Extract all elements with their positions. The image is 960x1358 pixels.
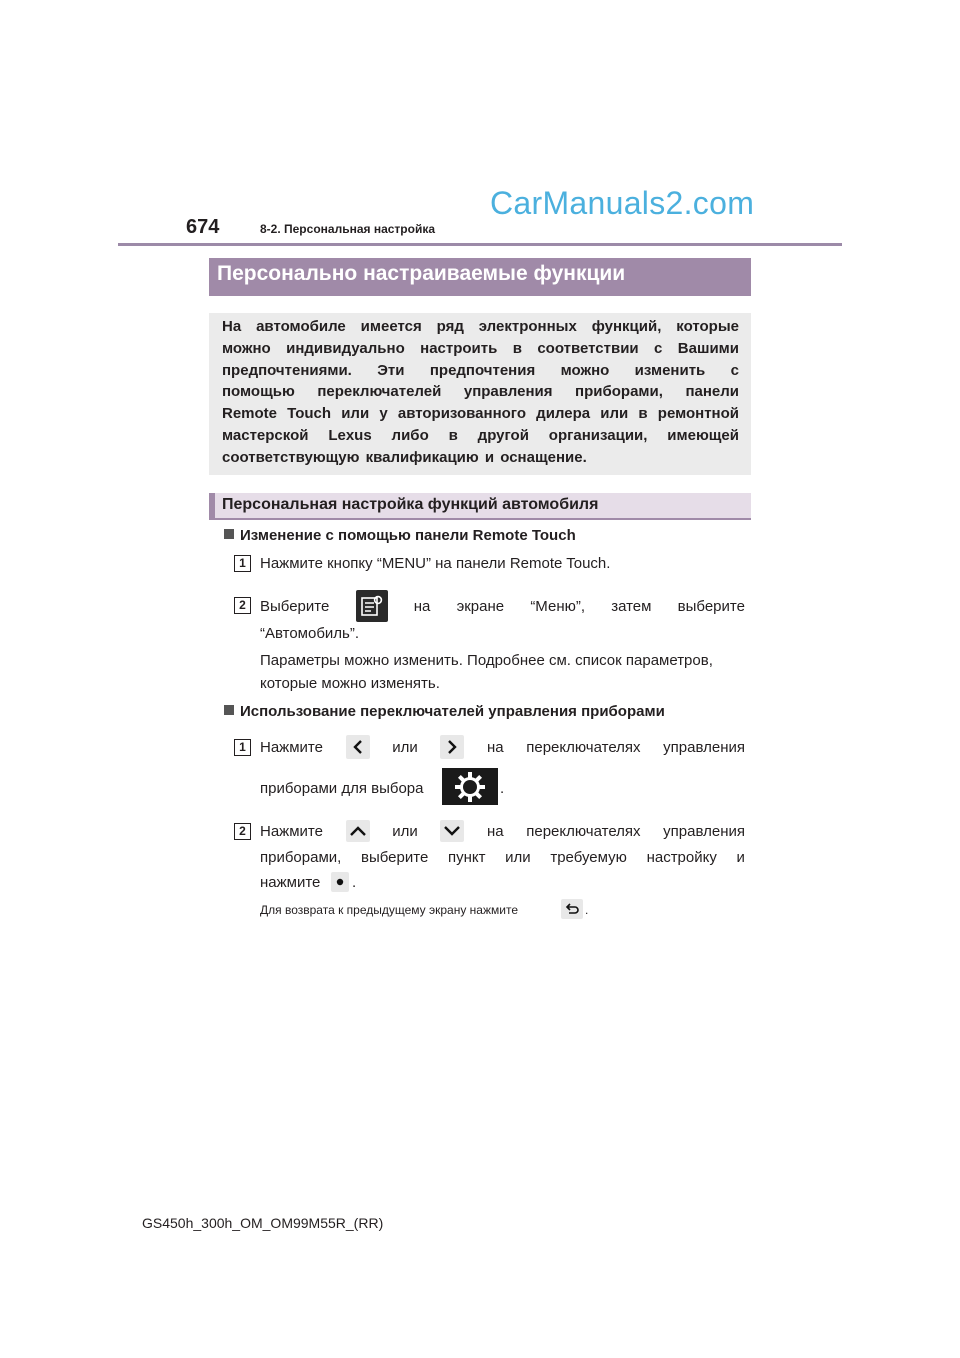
section2-step2-line [260, 820, 745, 842]
step-number: 2 [234, 597, 251, 614]
intro-line: мастерской Lexus либо в другой организации, имеющей [222, 426, 739, 444]
step-number: 2 [234, 823, 251, 840]
section2-heading [224, 703, 665, 720]
section2-step2-line3: нажмите [260, 874, 321, 891]
step-word: выберите [677, 597, 745, 615]
step-word: Выберите [260, 597, 330, 615]
dot-icon [331, 872, 349, 892]
step-number: 1 [234, 555, 251, 572]
back-note-end: . [585, 903, 589, 917]
subsection-title-accent [209, 493, 215, 520]
header-rule [118, 243, 842, 246]
step-word: требуемую [550, 848, 627, 866]
section2-step1-line [260, 735, 745, 759]
step-word: или [392, 822, 418, 840]
step-word: экране [456, 597, 505, 615]
step-word: переключателях [526, 738, 641, 756]
intro-line: соответствующую квалификацию и оснащение. [222, 448, 587, 466]
step-word: Нажмите [260, 738, 323, 756]
watermark[interactable]: CarManuals2.com [490, 185, 755, 221]
step-word: управления [663, 822, 745, 840]
intro-text [222, 316, 739, 469]
step-word: затем [611, 597, 652, 615]
section1-step1-text: Нажмите кнопку “MENU” на панели Remote Touch. [260, 555, 611, 572]
page-number: 674 [186, 216, 220, 238]
subsection-title: Персональная настройка функций автомобиля [222, 496, 599, 513]
step-word: или [505, 848, 531, 866]
back-icon [561, 899, 583, 919]
step-word: или [392, 738, 418, 756]
section1-heading [224, 527, 576, 544]
section1-note-line1: Параметры можно изменить. Подробнее см. список параметров, [260, 652, 713, 669]
step-word: и [736, 848, 745, 866]
step-word: выберите [361, 848, 429, 866]
step-word: на [486, 822, 504, 840]
intro-line: предпочтениями. Эти предпочтения можно изменить с [222, 361, 739, 379]
section2-step2-line2 [260, 847, 745, 867]
section1-heading-text: Изменение с помощью панели Remote Touch [240, 527, 576, 544]
step-number: 1 [234, 739, 251, 756]
chevron-up-icon [346, 820, 370, 842]
bullet-square [224, 705, 234, 715]
step-word: “Меню”, [530, 597, 586, 615]
intro-line: помощью переключателей управления приборами, панели [222, 383, 739, 401]
step-word: на [486, 738, 504, 756]
section1-step2-line [260, 590, 745, 622]
step-word: на [413, 597, 431, 615]
section2-step1-line2: приборами для выбора [260, 780, 424, 797]
chevron-down-icon [440, 820, 464, 842]
chevron-right-icon [440, 735, 464, 759]
bullet-square [224, 529, 234, 539]
section-label: 8-2. Персональная настройка [260, 222, 436, 236]
footer-doc-code: GS450h_300h_OM_OM99M55R_(RR) [142, 1215, 384, 1231]
step-word: переключателях [526, 822, 641, 840]
section1-note-line2: которые можно изменять. [260, 675, 440, 692]
section1-step2-line2: “Автомобиль”. [260, 625, 360, 642]
gear-icon [442, 768, 498, 805]
section2-step2-end: . [352, 874, 357, 891]
step-word: настройку [646, 848, 717, 866]
section2-step1-end: . [500, 780, 505, 797]
intro-line: Remote Touch или у авторизованного дилера или в ремонтной [222, 405, 739, 423]
chevron-left-icon [346, 735, 370, 759]
settings-menu-icon [356, 590, 388, 622]
back-note: Для возврата к предыдущему экрану нажмите [260, 903, 518, 917]
step-word: приборами, [260, 848, 342, 866]
step-word: управления [663, 738, 745, 756]
step-word: пункт [447, 848, 486, 866]
section2-heading-text: Использование переключателей управления приборами [240, 703, 665, 720]
main-title: Персонально настраиваемые функции [217, 262, 626, 285]
intro-line: можно индивидуально настроить в соответствии с Вашими [222, 339, 739, 357]
intro-line: На автомобиле имеется ряд электронных функций, которые [222, 318, 739, 335]
step-word: Нажмите [260, 822, 323, 840]
